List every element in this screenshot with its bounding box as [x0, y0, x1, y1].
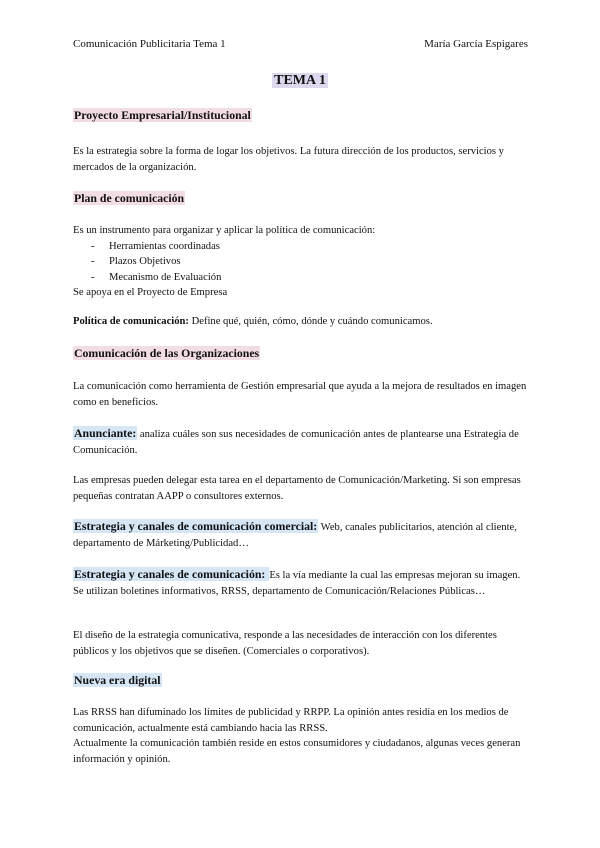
document-title-wrap [0, 73, 600, 89]
heading-proyecto: Proyecto Empresarial/Institucional [74, 108, 251, 122]
organizaciones-text: La comunicación como herramienta de Gestión empresarial que ayuda a la mejora de resultados en imagen como en beneficios. [73, 381, 527, 408]
header-right: María García Espigares [424, 38, 528, 50]
comercial-paragraph [73, 519, 533, 551]
delegar-text: Las empresas pueden delegar esta tarea en el departamento de Comunicación/Marketing. Si son empresas pequeñas contratan AAPP o consultores externos. [73, 475, 521, 502]
heading-plan: Plan de comunicación [74, 191, 185, 205]
canales-paragraph [73, 567, 533, 599]
header-left: Comunicación Publicitaria Tema 1 [73, 38, 226, 50]
comercial-text: Web, canales publicitarios, atención al cliente, departamento de Márketing/Publicidad… [73, 522, 517, 549]
anunciante-paragraph [73, 426, 533, 458]
comercial-label: Estrategia y canales de comunicación comercial: [74, 519, 318, 533]
list-item: - Herramientas coordinadas [73, 239, 533, 255]
plan-outro: Se apoya en el Proyecto de Empresa [73, 287, 228, 299]
politica-label: Política de comunicación: [73, 316, 189, 327]
canales-label: Estrategia y canales de comunicación: [74, 567, 269, 581]
anunciante-text: analiza cuáles son sus necesidades de comunicación antes de plantearse una Estrategia de Comunicación. [73, 429, 519, 456]
politica-paragraph [73, 314, 533, 330]
canales-text: Es la vía mediante la cual las empresas mejoran su imagen. Se utilizan boletines informativos, RRSS, departamento de Comunicación/Relaciones Públicas… [73, 570, 521, 597]
plan-intro: Es un instrumento para organizar y aplicar la política de comunicación: [73, 225, 376, 236]
heading-organizaciones: Comunicación de las Organizaciones [74, 346, 260, 360]
plan-block [73, 223, 533, 301]
digital-text-2: Actualmente la comunicación también reside en estos consumidores y ciudadanos, algunas veces generan información y opinión. [73, 738, 521, 765]
document-title: TEMA 1 [274, 73, 326, 88]
proyecto-text: Es la estrategia sobre la forma de logar los objetivos. La futura dirección de los productos, servicios y mercados de la organización. [73, 146, 504, 173]
heading-digital: Nueva era digital [74, 673, 161, 687]
list-item: - Mecanismo de Evaluación [73, 270, 533, 286]
list-item: - Plazos Objetivos [73, 254, 533, 270]
politica-text: Define qué, quién, cómo, dónde y cuándo comunicamos. [188, 316, 433, 327]
anunciante-label: Anunciante: [74, 426, 137, 440]
plan-list [73, 239, 533, 286]
diseno-text: El diseño de la estrategia comunicativa, responde a las necesidades de interacción con los diferentes públicos y los objetivos que se diseñen. (Comerciales o corporativos). [73, 630, 497, 657]
digital-text-1: Las RRSS han difuminado los límites de publicidad y RRPP. La opinión antes residía en los medios de comunicación, actualmente está cambiando hacia las RRSS. [73, 707, 509, 734]
